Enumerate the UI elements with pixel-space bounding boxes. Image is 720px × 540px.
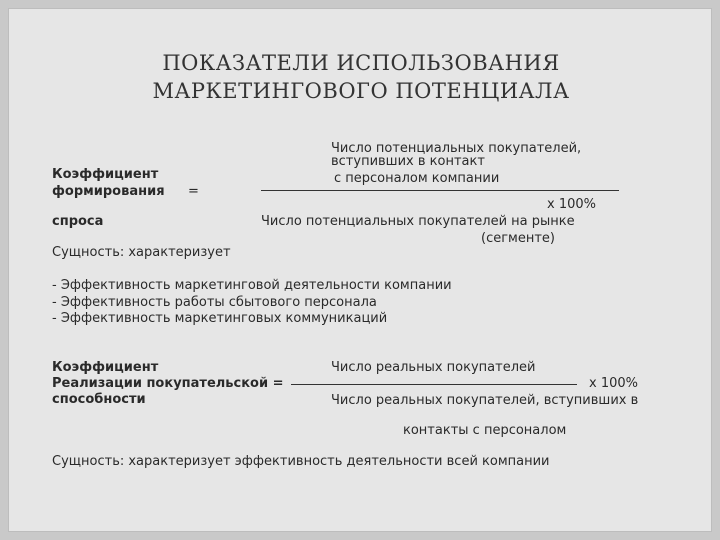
formula1-denominator-line2: (сегменте): [481, 231, 555, 246]
formula1-numerator-line1: Число потенциальных покупателей,: [331, 141, 582, 156]
formula1-denominator-line1: Число потенциальных покупателей на рынке: [261, 214, 575, 229]
essence1-item: - Эффективность работы сбытового персонала: [52, 295, 377, 310]
formula1-multiplier: х 100%: [547, 197, 596, 212]
formula2-denominator-line1: Число реальных покупателей, вступивших в: [331, 393, 639, 408]
formula2-denominator-line2: контакты с персоналом: [403, 423, 567, 438]
formula1-fraction-line: [261, 190, 619, 191]
formula2-label-line2: Реализации покупательской =: [52, 376, 284, 391]
slide: [8, 8, 712, 532]
formula2-fraction-line: [291, 384, 577, 385]
formula2-label-line3: способности: [52, 392, 146, 407]
formula1-label-line3: спроса: [52, 214, 104, 229]
formula1-label-line2: формирования: [52, 184, 165, 199]
slide-title: [9, 49, 713, 105]
title-line-2: МАРКЕТИНГОВОГО ПОТЕНЦИАЛА: [152, 79, 570, 103]
formula1-equals: =: [188, 184, 199, 199]
formula2-multiplier: х 100%: [589, 376, 638, 391]
formula1-numerator-line3: с персоналом компании: [334, 171, 500, 186]
title-line-1: ПОКАЗАТЕЛИ ИСПОЛЬЗОВАНИЯ: [162, 51, 560, 75]
essence1-item: - Эффективность маркетинговой деятельности компании: [52, 278, 452, 293]
formula1-numerator-line2: вступивших в контакт: [331, 154, 485, 169]
essence1-heading: Сущность: характеризует: [52, 245, 231, 260]
formula2-label-line1: Коэффициент: [52, 360, 159, 375]
essence2-text: Сущность: характеризует эффективность деятельности всей компании: [52, 454, 550, 469]
essence1-item: - Эффективность маркетинговых коммуникаций: [52, 311, 388, 326]
formula1-label-line1: Коэффициент: [52, 167, 159, 182]
formula2-numerator: Число реальных покупателей: [331, 360, 536, 375]
